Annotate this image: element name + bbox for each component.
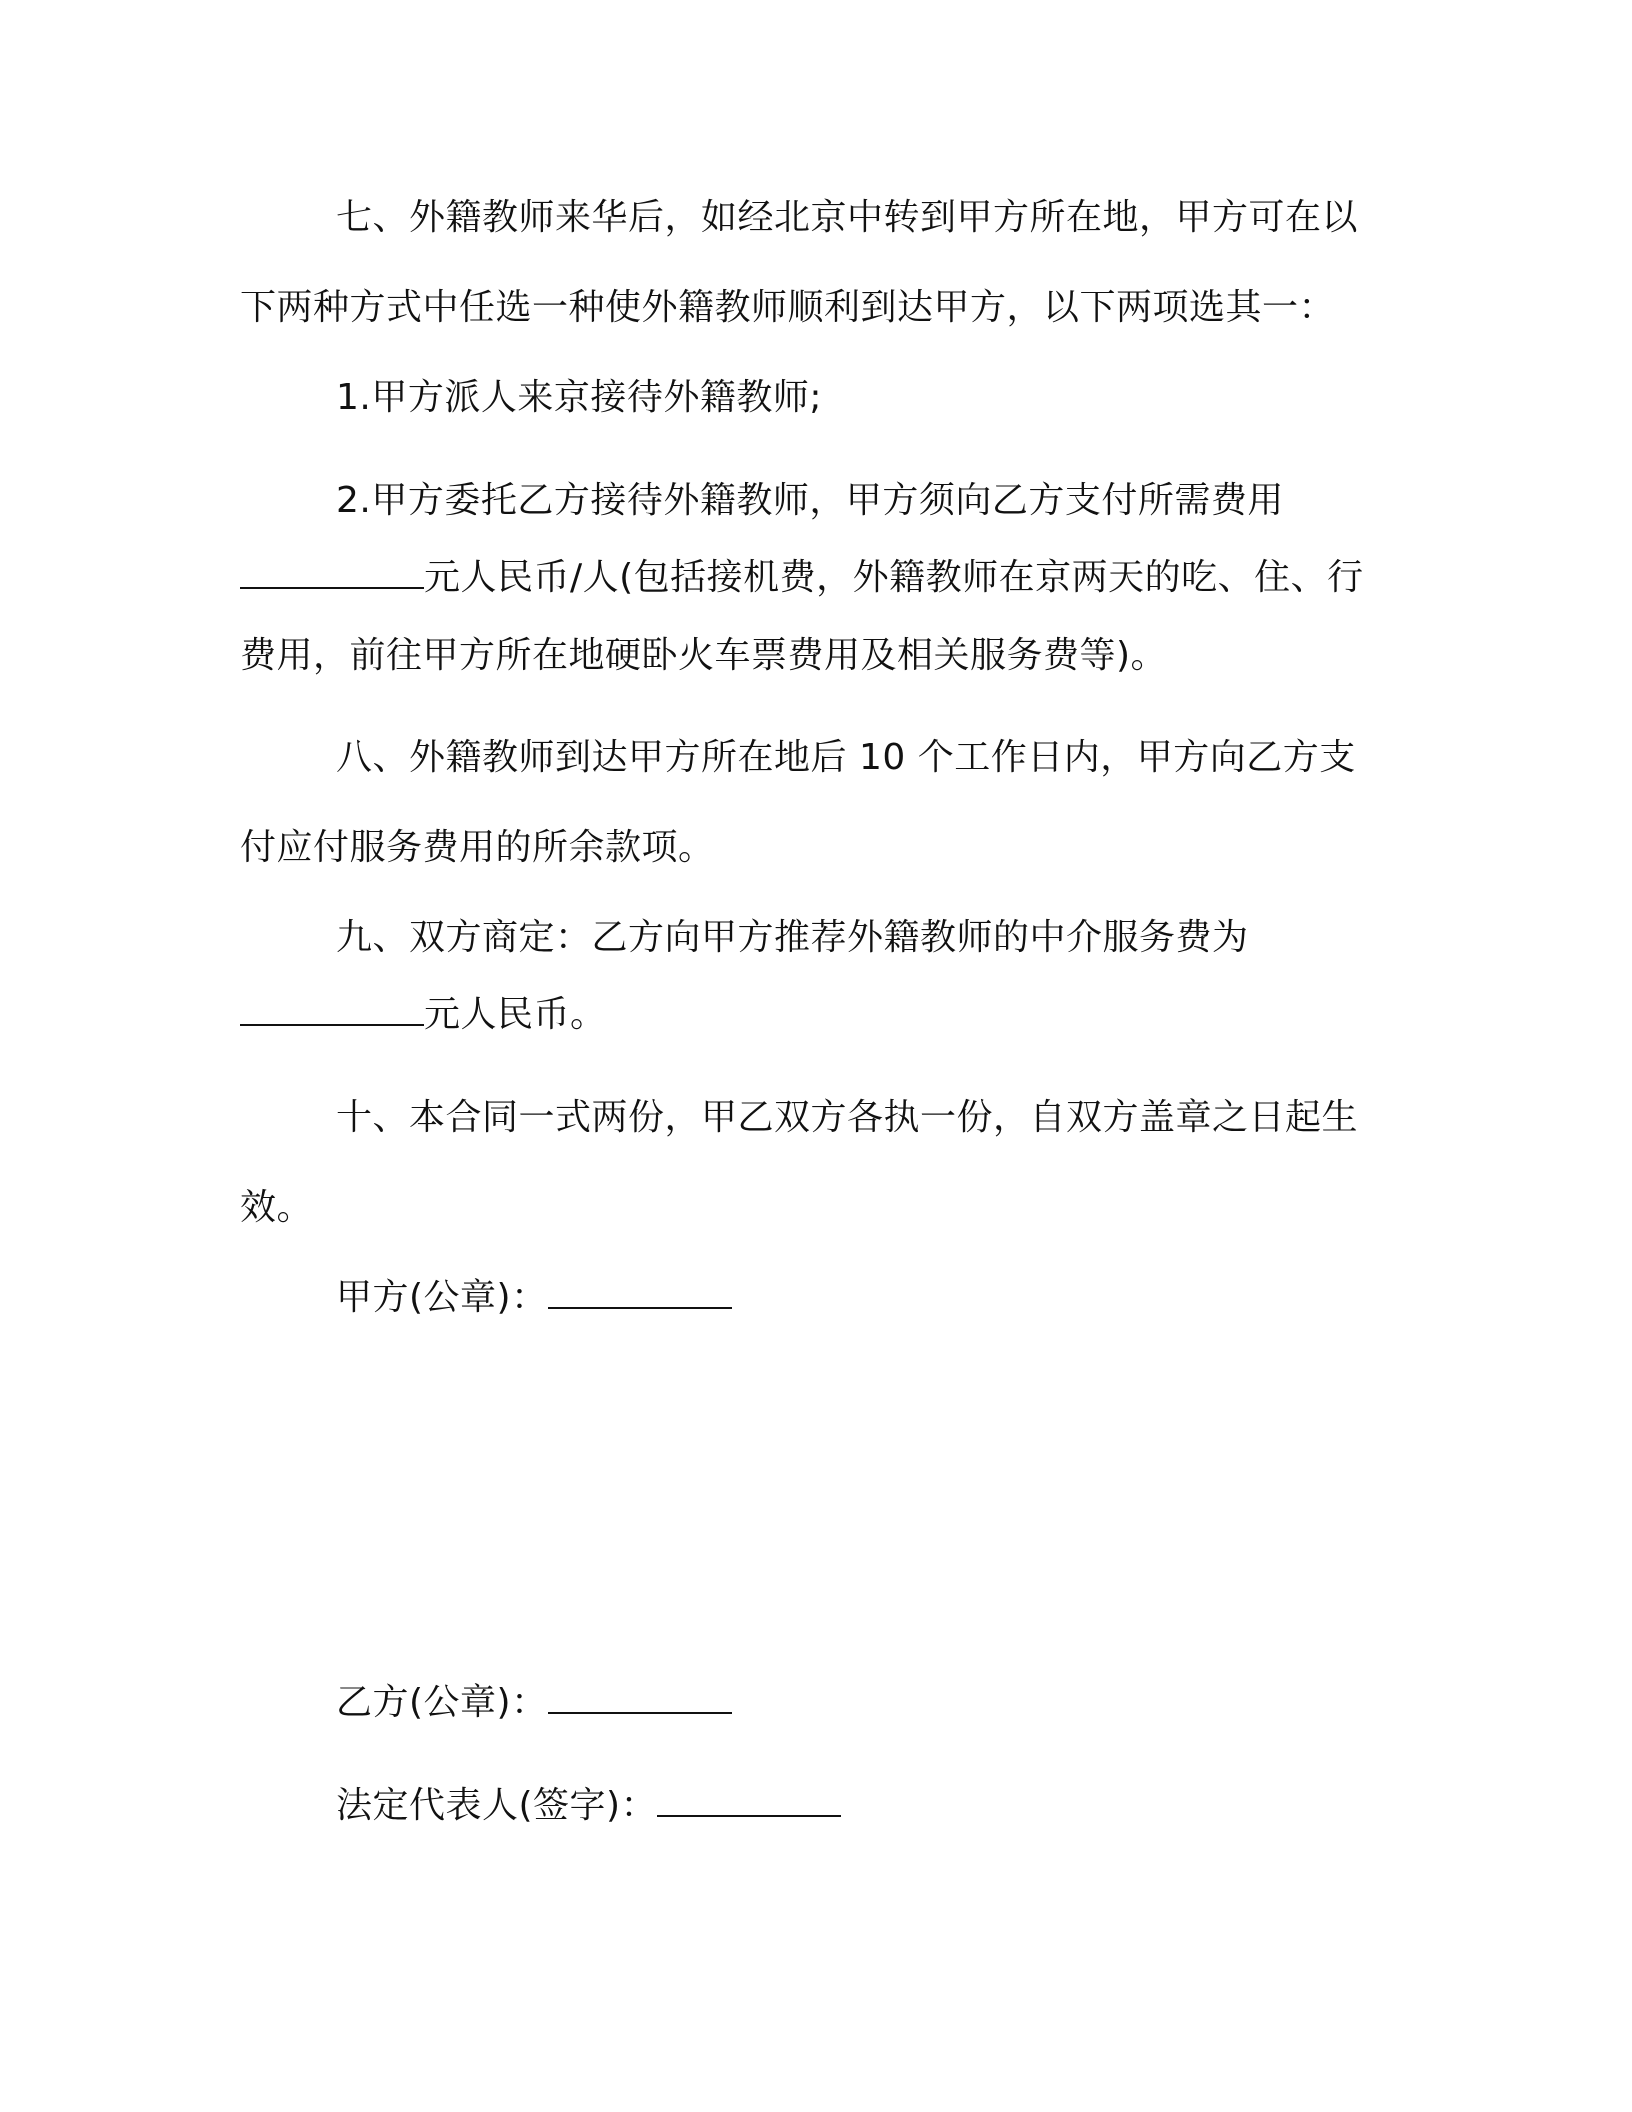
clause-7-option-2-line-2-text: 元人民币/人(包括接机费，外籍教师在京两天的吃、住、行	[424, 557, 1364, 598]
party-b-seal-blank[interactable]	[548, 1682, 732, 1714]
legal-rep-label: 法定代表人(签字)：	[336, 1785, 658, 1826]
service-fee-blank[interactable]	[240, 994, 424, 1026]
legal-rep-sign-blank[interactable]	[657, 1785, 841, 1817]
clause-8: 八、外籍教师到达甲方所在地后 10 个工作日内，甲方向乙方支付应付服务费用的所余款项。	[240, 737, 1356, 868]
legal-rep-signature	[336, 1761, 841, 1851]
clause-9-line-2	[240, 970, 607, 1060]
party-a-label: 甲方(公章)：	[336, 1277, 548, 1318]
clause-7-option-2-line-2	[240, 533, 1364, 623]
clause-7: 七、外籍教师来华后，如经北京中转到甲方所在地，甲方可在以下两种方式中任选一种使外籍教师顺利到达甲方，以下两项选其一：	[240, 197, 1359, 328]
clause-10: 十、本合同一式两份，甲乙双方各执一份，自双方盖章之日起生效。	[240, 1097, 1359, 1228]
clause-7-option-1: 1.甲方派人来京接待外籍教师;	[336, 377, 822, 418]
party-a-signature	[336, 1253, 732, 1343]
clause-9-line-2-text: 元人民币。	[424, 994, 607, 1035]
party-a-seal-blank[interactable]	[548, 1277, 732, 1309]
clause-7-option-2-line-1: 2.甲方委托乙方接待外籍教师，甲方须向乙方支付所需费用	[336, 480, 1284, 521]
fee-blank[interactable]	[240, 557, 424, 589]
clause-7-option-2-line-3: 费用，前往甲方所在地硬卧火车票费用及相关服务费等)。	[240, 635, 1168, 676]
party-b-label: 乙方(公章)：	[336, 1682, 548, 1723]
clause-9-line-1: 九、双方商定：乙方向甲方推荐外籍教师的中介服务费为	[336, 917, 1249, 958]
party-b-signature	[336, 1658, 732, 1748]
